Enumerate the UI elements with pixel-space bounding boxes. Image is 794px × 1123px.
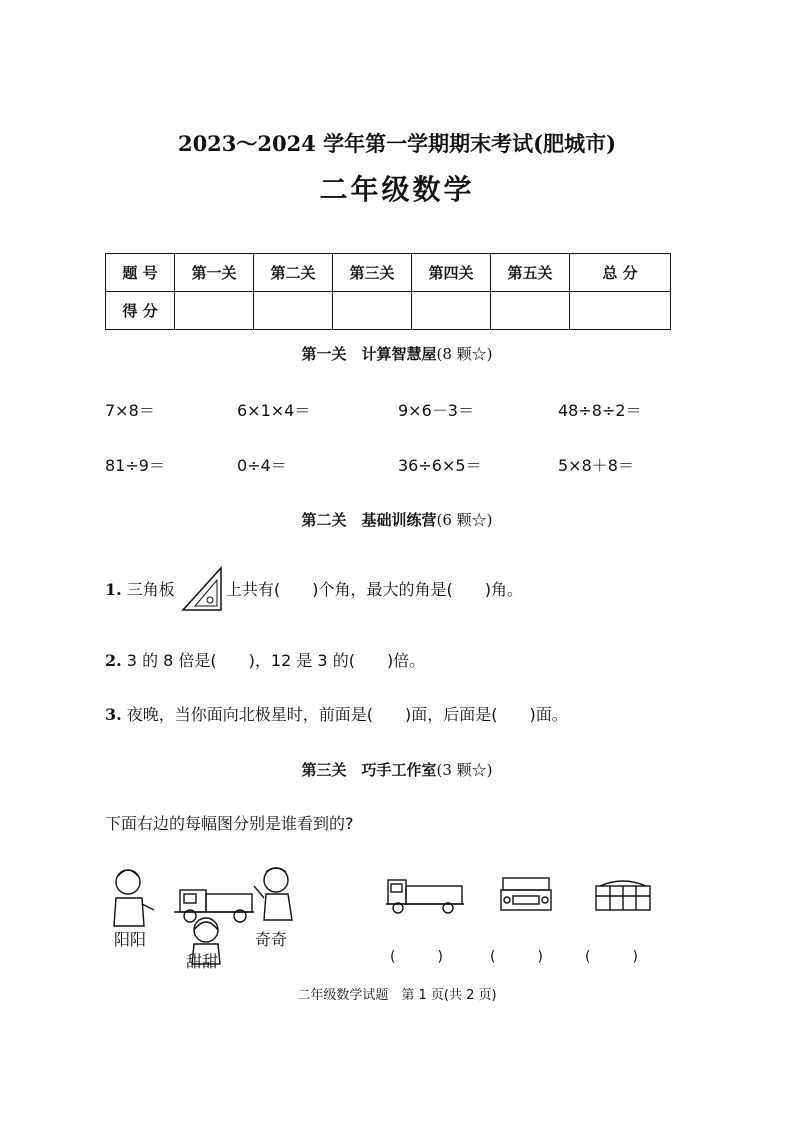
section2-heading — [0, 509, 794, 530]
section1-note: (8 颗☆) — [436, 345, 493, 363]
exam-title: 2023～2024 学年第一学期期末考试(肥城市) — [177, 131, 617, 156]
page-footer: 二年级数学试题 第 1 页(共 2 页) — [297, 988, 497, 1003]
name-tiantian: 甜甜 — [186, 952, 219, 971]
section2-title: 第二关 基础训练营 — [301, 511, 437, 529]
section3-heading — [0, 759, 794, 780]
section3-question: 下面右边的每幅图分别是谁看到的? — [105, 814, 354, 833]
table-cell: 第四关 — [412, 254, 491, 292]
calc-problem: 7×8＝ — [105, 401, 155, 420]
score-input-cell[interactable] — [175, 292, 254, 330]
table-cell: 第一关 — [175, 254, 254, 292]
subject-title: 二年级数学 — [319, 173, 475, 206]
section3-note: (3 颗☆) — [436, 761, 493, 779]
question-number: 1. — [105, 580, 122, 599]
question-1 — [105, 577, 175, 600]
section1-title: 第一关 计算智慧屋 — [301, 345, 437, 363]
section2-note: (6 颗☆) — [436, 511, 493, 529]
calc-problem: 5×8＋8＝ — [558, 456, 634, 475]
calc-problem: 36÷6×5＝ — [398, 456, 482, 475]
table-cell: 总 分 — [570, 254, 671, 292]
calc-problem: 48÷8÷2＝ — [558, 401, 642, 420]
table-cell: 第五关 — [491, 254, 570, 292]
question-number: 2. — [105, 651, 122, 670]
set-square-icon — [181, 566, 225, 612]
calc-problem: 6×1×4＝ — [237, 401, 311, 420]
table-cell: 题 号 — [106, 254, 175, 292]
question-1-rest: 上共有( )个角，最大的角是( )角。 — [226, 580, 523, 599]
question-text: 三角板 — [126, 580, 175, 599]
calc-problem: 9×6－3＝ — [398, 401, 474, 420]
score-input-cell[interactable] — [412, 292, 491, 330]
table-cell: 第三关 — [333, 254, 412, 292]
calc-problem: 0÷4＝ — [237, 456, 287, 475]
score-input-cell[interactable] — [254, 292, 333, 330]
question-3 — [105, 702, 568, 725]
question-2 — [105, 648, 425, 671]
score-table-score-row — [106, 292, 671, 330]
answer-blank-1[interactable]: ( ) — [390, 949, 443, 965]
section3-title: 第三关 巧手工作室 — [301, 761, 437, 779]
truck-rear-view-icon — [592, 874, 654, 916]
table-cell: 得 分 — [106, 292, 175, 330]
score-table — [105, 253, 671, 330]
truck-front-view-icon — [497, 874, 555, 916]
answer-blank-3[interactable]: ( ) — [585, 949, 638, 965]
truck-side-view-icon — [384, 874, 466, 916]
score-input-cell[interactable] — [333, 292, 412, 330]
question-text: 夜晚，当你面向北极星时，前面是( )面，后面是( )面。 — [126, 705, 568, 724]
name-qiqi: 奇奇 — [255, 930, 288, 949]
calc-problem: 81÷9＝ — [105, 456, 165, 475]
section1-heading — [0, 343, 794, 364]
score-input-cell[interactable] — [491, 292, 570, 330]
table-cell: 第二关 — [254, 254, 333, 292]
name-yangyang: 阳阳 — [114, 930, 147, 949]
question-text: 3 的 8 倍是( )，12 是 3 的( )倍。 — [126, 651, 426, 670]
score-table-header-row — [106, 254, 671, 292]
score-input-cell[interactable] — [570, 292, 671, 330]
question-number: 3. — [105, 705, 122, 724]
answer-blank-2[interactable]: ( ) — [490, 949, 543, 965]
